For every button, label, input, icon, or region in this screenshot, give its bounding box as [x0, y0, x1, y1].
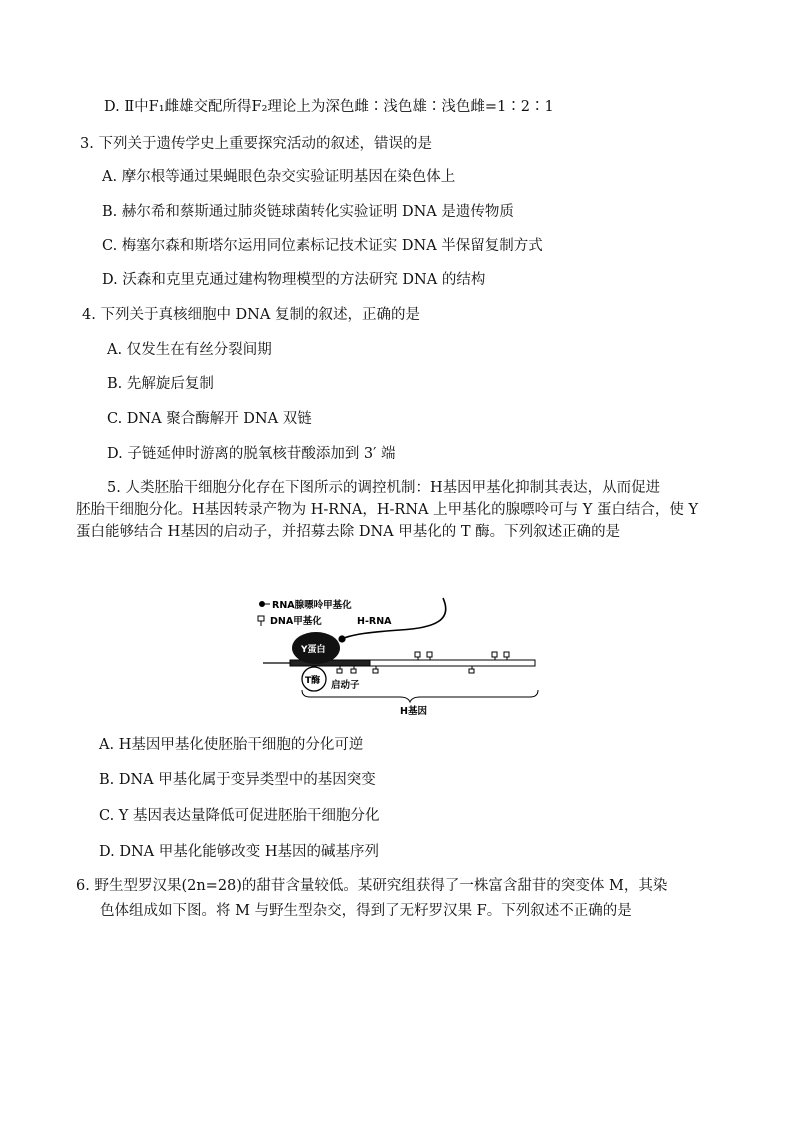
- h-gene-label: H基因: [400, 706, 427, 717]
- q4-option-d: D. 子链延伸时游离的脱氧核苷酸添加到 3′ 端: [107, 446, 396, 462]
- promoter-label: 启动子: [331, 680, 360, 691]
- q4-option-a: A. 仅发生在有丝分裂间期: [107, 342, 272, 358]
- q5-stem-line-3: 蛋白能够结合 H基因的启动子，并招募去除 DNA 甲基化的 T 酶。下列叙述正确的是: [76, 524, 621, 540]
- prev-option-d: D. Ⅱ中F₁雌雄交配所得F₂理论上为深色雌∶浅色雄∶浅色雌=1∶2∶1: [104, 99, 554, 115]
- q5-stem-line-1: 5. 人类胚胎干细胞分化存在下图所示的调控机制：H基因甲基化抑制其表达，从而促进: [107, 480, 661, 496]
- h-gene-brace: [302, 690, 538, 702]
- legend-rna-methylation: RNA腺嘌呤甲基化: [272, 600, 352, 611]
- rna-methylation-legend-icon: [259, 601, 265, 607]
- q3-option-d: D. 沃森和克里克通过建构物理模型的方法研究 DNA 的结构: [102, 272, 486, 288]
- dna-methylation-legend-icon: [258, 616, 264, 626]
- h-gene-regulation-diagram: [250, 590, 550, 720]
- h-rna-label: H-RNA: [357, 616, 392, 627]
- q6-stem-line-1: 6. 野生型罗汉果(2n=28)的甜苷含量较低。某研究组获得了一株富含甜苷的突变体 M，其染: [76, 878, 668, 894]
- h-rna-methyl-adenine: [338, 635, 345, 642]
- q5-stem-line-2: 胚胎干细胞分化。H基因转录产物为 H-RNA，H-RNA 上甲基化的腺嘌呤可与 Y 蛋白结合，使 Y: [76, 502, 699, 518]
- dna-double-strand: [370, 660, 535, 666]
- t-enzyme-label: T酶: [305, 676, 321, 686]
- q5-option-a: A. H基因甲基化使胚胎干细胞的分化可逆: [99, 737, 364, 753]
- q5-option-c: C. Y 基因表达量降低可促进胚胎干细胞分化: [99, 808, 380, 824]
- q5-option-b: B. DNA 甲基化属于变异类型中的基因突变: [99, 772, 376, 788]
- q3-option-a: A. 摩尔根等通过果蝇眼色杂交实验证明基因在染色体上: [102, 169, 456, 185]
- q5-option-d: D. DNA 甲基化能够改变 H基因的碱基序列: [99, 844, 379, 860]
- q3-option-b: B. 赫尔希和蔡斯通过肺炎链球菌转化实验证明 DNA 是遗传物质: [102, 204, 514, 220]
- y-protein-label: Y蛋白: [301, 645, 326, 655]
- q4-stem: 4. 下列关于真核细胞中 DNA 复制的叙述，正确的是: [82, 307, 420, 323]
- q4-option-b: B. 先解旋后复制: [107, 376, 214, 392]
- q4-option-c: C. DNA 聚合酶解开 DNA 双链: [107, 411, 312, 427]
- q3-option-c: C. 梅塞尔森和斯塔尔运用同位素标记技术证实 DNA 半保留复制方式: [102, 238, 543, 254]
- q6-stem-line-2: 色体组成如下图。将 M 与野生型杂交，得到了无籽罗汉果 F。下列叙述不正确的是: [100, 903, 632, 919]
- q3-stem: 3. 下列关于遗传学史上重要探究活动的叙述，错误的是: [80, 136, 432, 152]
- legend-dna-methylation: DNA甲基化: [270, 616, 322, 627]
